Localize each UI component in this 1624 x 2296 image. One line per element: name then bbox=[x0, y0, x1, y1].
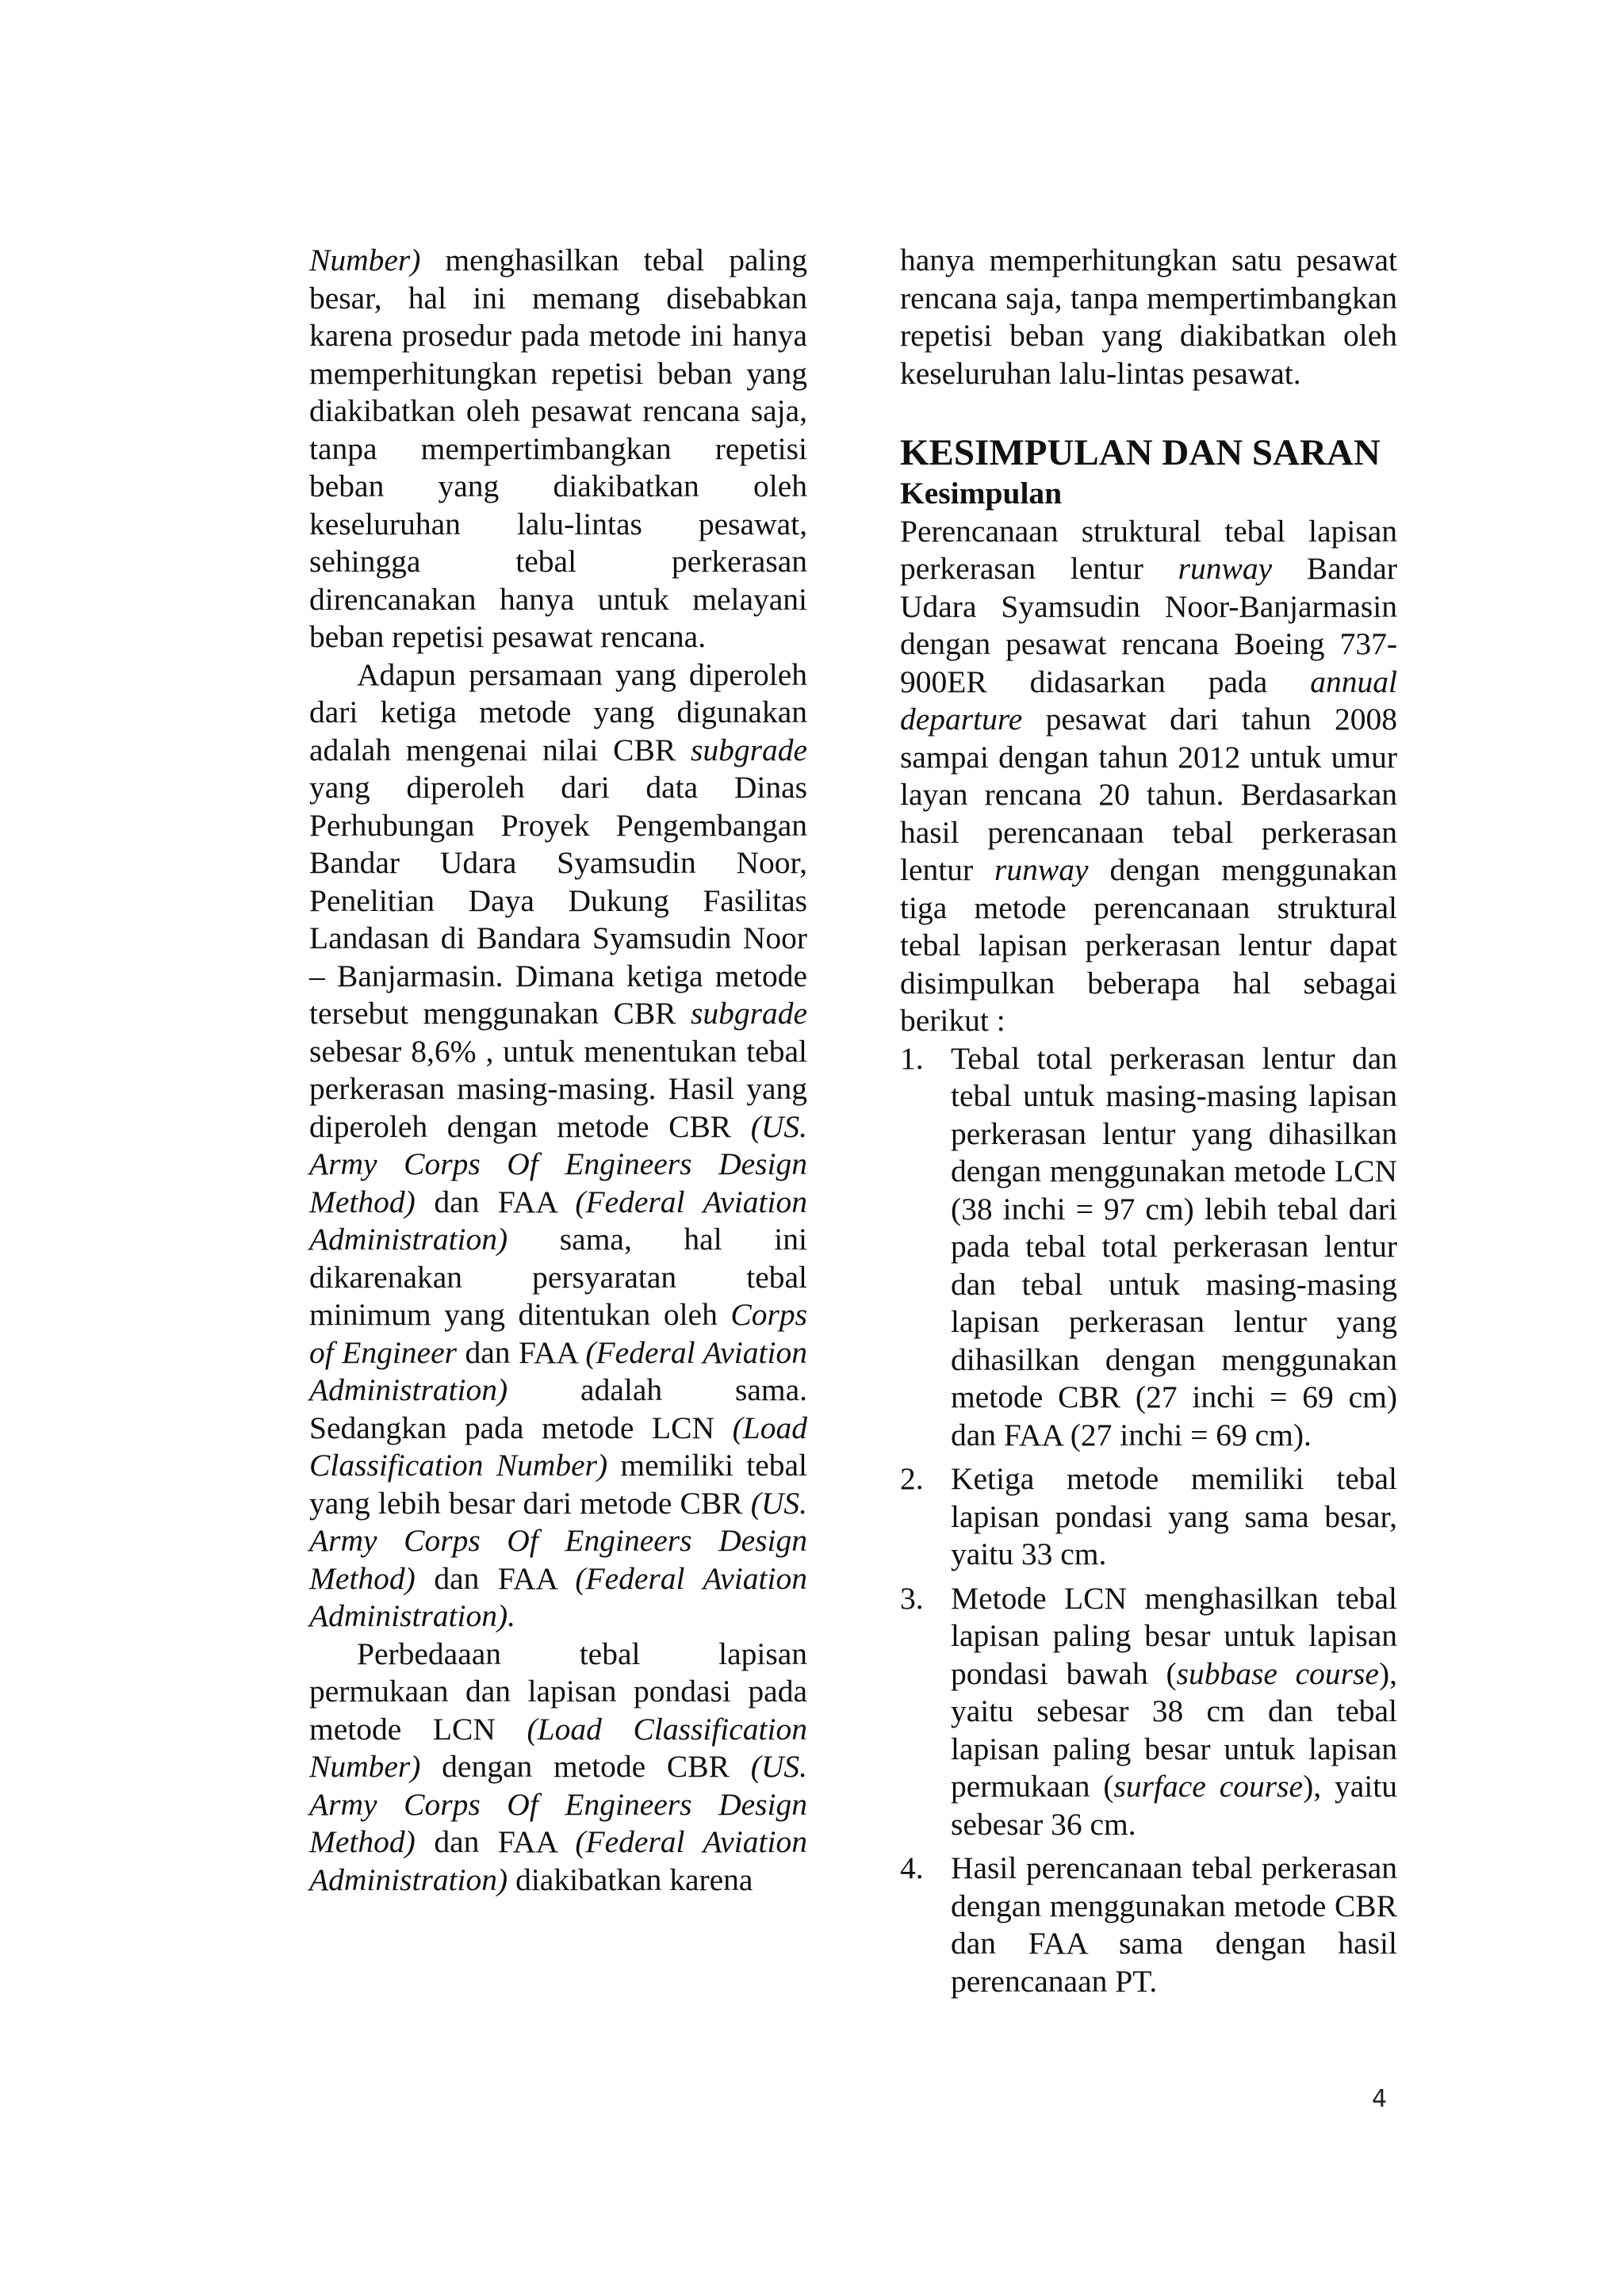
text-run: Ketiga metode memiliki tebal lapisan pondasi yang sama besar, yaitu 33 cm. bbox=[951, 1461, 1397, 1571]
paragraph-lcn-summary bbox=[309, 242, 807, 656]
italic-text-run: (US. Army Corps Of Engineers Design Method) bbox=[309, 1485, 807, 1596]
text-run: dengan menggunakan tiga metode perencanaan struktural tebal lapisan perkerasan lentur dapat disimpulkan beberapa hal sebagai berikut : bbox=[900, 852, 1397, 1038]
conclusion-item-1 bbox=[900, 1040, 1397, 1455]
italic-text-run: runway bbox=[994, 852, 1089, 887]
italic-text-run: (Federal Aviation Administration) bbox=[309, 1334, 807, 1407]
italic-text-run: subgrade bbox=[690, 996, 807, 1031]
text-run: adalah sama. Sedangkan pada metode LCN bbox=[309, 1372, 807, 1445]
text-run: memiliki tebal yang lebih besar dari metode CBR bbox=[309, 1448, 807, 1521]
text-run: sebesar 8,6% , untuk menentukan tebal perkerasan masing-masing. Hasil yang diperoleh dengan metode CBR bbox=[309, 1033, 807, 1144]
italic-text-run: Corps of Engineer bbox=[309, 1297, 807, 1370]
text-run: ), yaitu sebesar 36 cm. bbox=[951, 1769, 1397, 1842]
text-run: hanya memperhitungkan satu pesawat rencana saja, tanpa mempertimbangkan repetisi beban yang diakibatkan oleh keseluruhan lalu-lintas pesawat. bbox=[900, 243, 1397, 391]
text-run: pesawat dari tahun 2008 sampai dengan tahun 2012 untuk umur layan rencana 20 tahun. Berdasarkan hasil perencanaan tebal perkerasan lentur bbox=[900, 702, 1397, 887]
paragraph-differences bbox=[309, 1636, 807, 1900]
italic-text-run: annual departure bbox=[900, 664, 1397, 737]
text-run: Adapun persamaan yang diperoleh dari ketiga metode yang digunakan adalah mengenai nilai CBR bbox=[309, 656, 807, 767]
text-run: Tebal total perkerasan lentur dan tebal untuk masing-masing lapisan perkerasan lentur yang dihasilkan dengan menggunakan metode LCN (38 inchi = 97 cm) lebih tebal dari pada tebal total perkerasan lentur dan tebal untuk masing-masing lapisan perkerasan lentur yang dihasilkan dengan menggunakan metode CBR (27 inchi = 69 cm) dan FAA (27 inchi = 69 cm). bbox=[951, 1040, 1397, 1452]
subsection-title: Kesimpulan bbox=[900, 476, 1063, 511]
text-run: dan FAA bbox=[415, 1824, 576, 1859]
text-run: Metode LCN menghasilkan tebal lapisan paling besar untuk lapisan pondasi bawah ( bbox=[951, 1580, 1397, 1691]
italic-text-run: runway bbox=[1178, 551, 1273, 586]
italic-text-run: surface course bbox=[1113, 1769, 1304, 1804]
conclusion-list bbox=[900, 1040, 1397, 2001]
text-run: sama, hal ini dikarenakan persyaratan tebal minimum yang ditentukan oleh bbox=[309, 1222, 807, 1332]
list-item-text bbox=[951, 1850, 1397, 2000]
list-number: 1. bbox=[900, 1040, 924, 1076]
left-column bbox=[309, 242, 807, 1899]
italic-text-run: Number) bbox=[309, 243, 421, 277]
conclusion-item-2 bbox=[900, 1460, 1397, 1574]
conclusion-item-4 bbox=[900, 1850, 1397, 2000]
text-run: diakibatkan karena bbox=[508, 1862, 753, 1897]
italic-text-run: (Load Classification Number) bbox=[309, 1711, 808, 1784]
text-run: Hasil perencanaan tebal perkerasan dengan menggunakan metode CBR dan FAA sama dengan hasil perencanaan PT. bbox=[951, 1850, 1397, 1999]
paragraph-continuation bbox=[900, 242, 1397, 392]
italic-text-run: (US. Army Corps Of Engineers Design Method) bbox=[309, 1749, 807, 1859]
italic-text-run: subgrade bbox=[690, 732, 807, 767]
list-number: 2. bbox=[900, 1461, 924, 1496]
text-run: Perbedaaan tebal lapisan permukaan dan lapisan pondasi pada metode LCN bbox=[309, 1636, 807, 1747]
paragraph-similarities bbox=[309, 656, 807, 1636]
text-run: dan FAA bbox=[415, 1184, 576, 1219]
text-run: menghasilkan tebal paling besar, hal ini memang disebabkan karena prosedur pada metode ini hanya memperhitungkan repetisi beban yang diakibatkan oleh pesawat rencana saja, tanpa mempertimbangkan repetisi beban yang diakibatkan oleh keseluruhan lalu-lintas pesawat, sehingga tebal perkerasan direncanakan hanya untuk melayani beban repetisi pesawat rencana. bbox=[309, 243, 807, 654]
text-run: yang diperoleh dari data Dinas Perhubungan Proyek Pengembangan Bandar Udara Syamsudin Noor, Penelitian Daya Dukung Fasilitas Landasan di Bandara Syamsudin Noor – Banjarmasin. Dimana ketiga metode tersebut menggunakan CBR bbox=[309, 770, 807, 1031]
text-run: Bandar Udara Syamsudin Noor-Banjarmasin dengan pesawat rencana Boeing 737-900ER didasarkan pada bbox=[900, 551, 1397, 699]
list-number: 4. bbox=[900, 1850, 924, 1885]
right-column bbox=[900, 242, 1397, 2007]
section-title: KESIMPULAN DAN SARAN bbox=[900, 432, 1381, 473]
list-item-text bbox=[951, 1580, 1397, 1844]
italic-text-run: (US. Army Corps Of Engineers Design Method) bbox=[309, 1108, 807, 1219]
page-number: 4 bbox=[1372, 2085, 1388, 2113]
text-run: Perencanaan struktural tebal lapisan perkerasan lentur bbox=[900, 513, 1397, 586]
italic-text-run: subbase course bbox=[1176, 1655, 1379, 1691]
text-run: ), yaitu sebesar 38 cm dan tebal lapisan paling besar untuk lapisan permukaan ( bbox=[951, 1655, 1397, 1804]
list-item-text bbox=[951, 1460, 1397, 1574]
conclusion-item-3 bbox=[900, 1580, 1397, 1844]
italic-text-run: (Federal Aviation Administration) bbox=[309, 1184, 807, 1257]
text-run: dan FAA bbox=[457, 1334, 586, 1370]
text-run: dan FAA bbox=[415, 1560, 576, 1596]
list-number: 3. bbox=[900, 1580, 924, 1616]
text-run: dengan metode CBR bbox=[420, 1749, 751, 1784]
list-item-text bbox=[951, 1040, 1397, 1455]
paragraph-conclusion-intro bbox=[900, 513, 1397, 1040]
italic-text-run: (Federal Aviation Administration) bbox=[309, 1824, 807, 1897]
italic-text-run: (Federal Aviation Administration). bbox=[309, 1560, 807, 1633]
italic-text-run: (Load Classification Number) bbox=[309, 1410, 807, 1483]
